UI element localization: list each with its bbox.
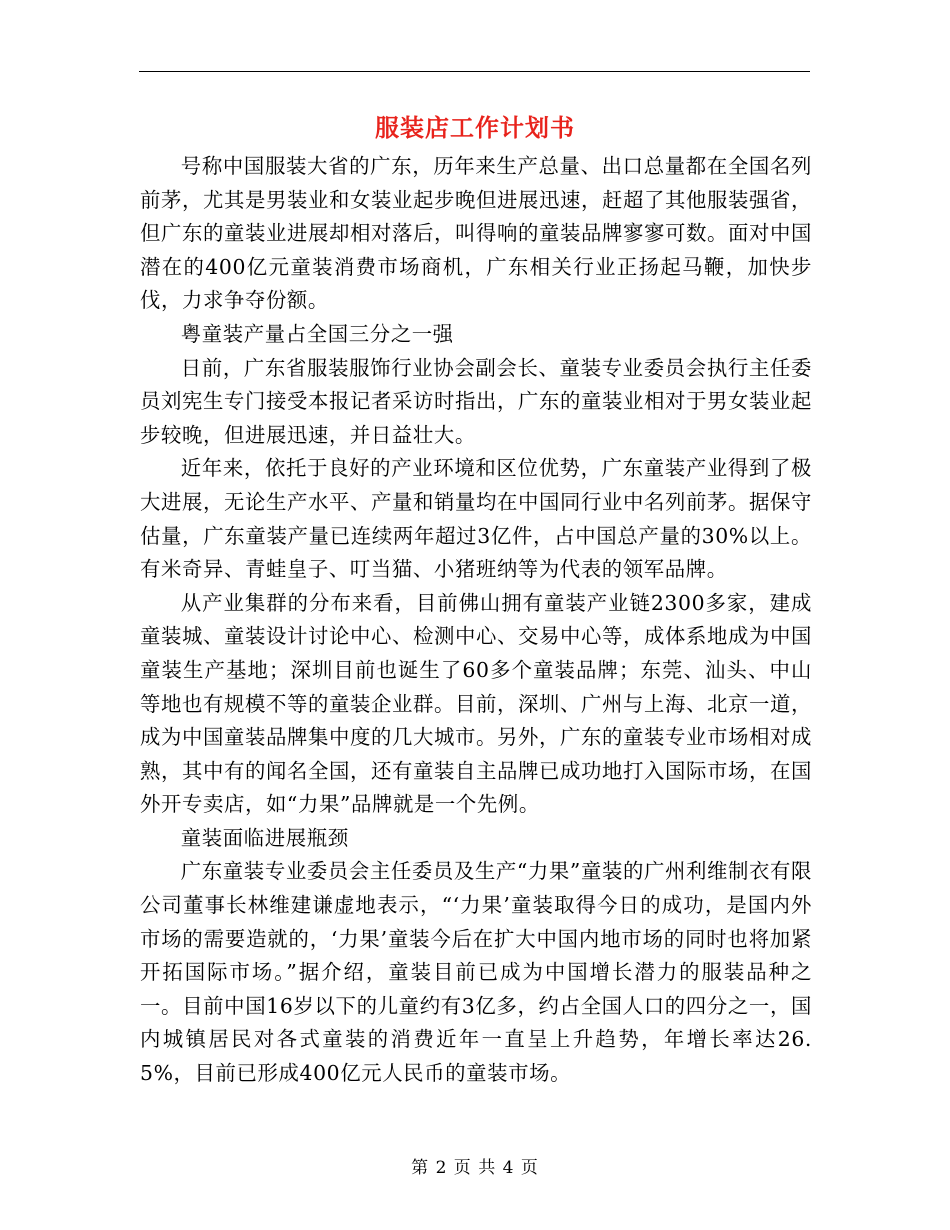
section-heading-output: 粤童装产量占全国三分之一强 <box>180 321 454 346</box>
paragraph-interview: 日前，广东省服装服饰行业协会副会长、童装专业委员会执行主任委员刘宪生专门接受本报记者采访时指出，广东的童装业相对于男女装业起步较晚，但进展迅速，并日益壮大。 <box>140 355 812 447</box>
section-heading-bottleneck: 童装面临进展瓶颈 <box>180 825 349 850</box>
page-number: 第 2 页 共 4 页 <box>411 1158 539 1178</box>
paragraph-industry-cluster: 从产业集群的分布来看，目前佛山拥有童装产业链2300多家，建成童装城、童装设计讨论中心、检测中心、交易中心等，成体系地成为中国童装生产基地；深圳目前也诞生了60多个童装品牌；东莞、汕头、中山等地也有规模不等的童装企业群。目前，深圳、广州与上海、北京一道，成为中国童装品牌集中度的几大城市。另外，广东的童装专业市场相对成熟，其中有的闻名全国，还有童装自主品牌已成功地打入国际市场，在国外开专卖店，如“力果”品牌就是一个先例。 <box>140 590 812 817</box>
document-body <box>140 150 812 1091</box>
paragraph-liguo: 广东童装专业委员会主任委员及生产“力果”童装的广州利维制衣有限公司董事长林维建谦虚地表示，“‘力果’童装取得今日的成功，是国内外市场的需要造就的，‘力果’童装今后在扩大中国内地市场的同时也将加紧开拓国际市场。”据介绍，童装目前已成为中国增长潜力的服装品种之一。目前中国16岁以下的儿童约有3亿多，约占全国人口的四分之一，国内城镇居民对各式童装的消费近年一直呈上升趋势，年增长率达26.5%，目前已形成400亿元人民币的童装市场。 <box>140 859 812 1086</box>
page-footer <box>0 1153 950 1178</box>
paragraph-recent-years: 近年来，依托于良好的产业环境和区位优势，广东童装产业得到了极大进展，无论生产水平、产量和销量均在中国同行业中名列前茅。据保守估量，广东童装产量已连续两年超过3亿件，占中国总产量的30%以上。有米奇异、青蛙皇子、叮当猫、小猪班纳等为代表的领军品牌。 <box>140 456 812 582</box>
document-title: 服装店工作计划书 <box>375 113 575 142</box>
header-rule <box>139 71 810 72</box>
paragraph-intro: 号称中国服装大省的广东，历年来生产总量、出口总量都在全国名列前茅，尤其是男装业和女装业起步晚但进展迅速，赶超了其他服装强省，但广东的童装业进展却相对落后，叫得响的童装品牌寥寥可数。面对中国潜在的400亿元童装消费市场商机，广东相关行业正扬起马鞭，加快步伐，力求争夺份额。 <box>140 154 812 313</box>
